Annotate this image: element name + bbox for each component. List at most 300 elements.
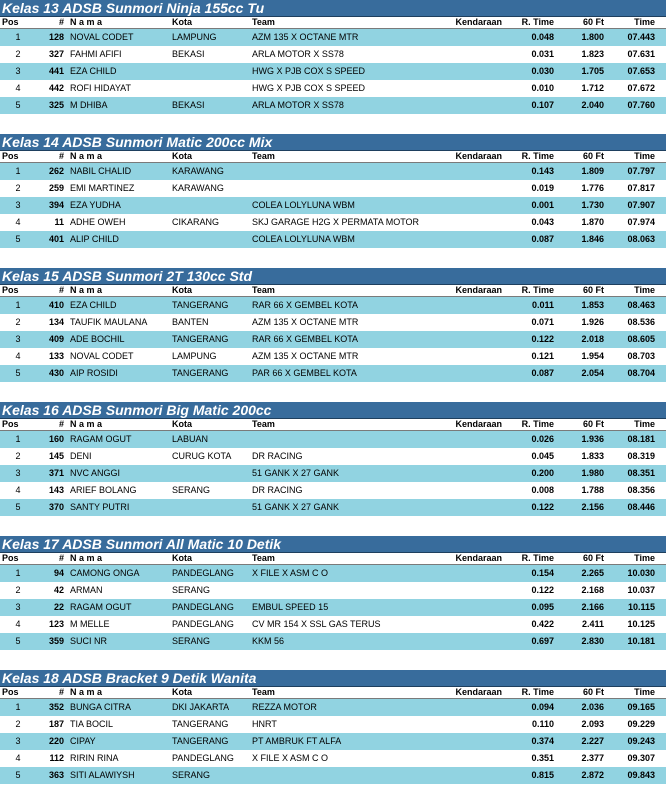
table-row bbox=[0, 499, 666, 516]
header-num: # bbox=[58, 687, 64, 697]
cell-time: 08.063 bbox=[627, 234, 655, 244]
cell-num: 327 bbox=[48, 49, 64, 59]
cell-rtime: 0.095 bbox=[531, 602, 554, 612]
cell-rtime: 0.030 bbox=[531, 66, 554, 76]
cell-time: 08.536 bbox=[627, 317, 655, 327]
cell-pos: 5 bbox=[15, 234, 21, 244]
header-kendaraan: Kendaraan bbox=[455, 17, 502, 27]
cell-ft60: 1.954 bbox=[581, 351, 604, 361]
header-ft60: 60 Ft bbox=[582, 17, 604, 27]
header-rtime: R. Time bbox=[521, 151, 554, 161]
cell-pos: 4 bbox=[15, 619, 21, 629]
table-row bbox=[0, 365, 666, 382]
class-title: Kelas 17 ADSB Sunmori All Matic 10 Detik bbox=[0, 536, 666, 553]
cell-time: 08.356 bbox=[627, 485, 655, 495]
cell-num: 133 bbox=[48, 351, 64, 361]
cell-kota: BANTEN bbox=[172, 317, 209, 327]
cell-rtime: 0.026 bbox=[531, 434, 554, 444]
cell-rtime: 0.107 bbox=[531, 100, 554, 110]
cell-kota: SERANG bbox=[172, 636, 211, 646]
table-row bbox=[0, 214, 666, 231]
table-row bbox=[0, 482, 666, 499]
header-num: # bbox=[58, 553, 64, 563]
cell-nama: CAMONG ONGA bbox=[70, 568, 140, 578]
cell-num: 441 bbox=[48, 66, 64, 76]
cell-nama: RAGAM OGUT bbox=[70, 434, 132, 444]
cell-nama: DENI bbox=[70, 451, 92, 461]
header-kendaraan: Kendaraan bbox=[455, 687, 502, 697]
header-pos: Pos bbox=[2, 285, 19, 295]
table-row bbox=[0, 750, 666, 767]
cell-team: KKM 56 bbox=[252, 636, 285, 646]
cell-pos: 1 bbox=[15, 166, 21, 176]
cell-time: 09.307 bbox=[627, 753, 655, 763]
cell-num: 359 bbox=[48, 636, 64, 646]
cell-pos: 2 bbox=[15, 719, 21, 729]
cell-pos: 1 bbox=[15, 702, 21, 712]
cell-nama: EZA YUDHA bbox=[70, 200, 121, 210]
cell-team: EMBUL SPEED 15 bbox=[252, 602, 329, 612]
cell-time: 07.760 bbox=[627, 100, 655, 110]
header-time: Time bbox=[634, 17, 655, 27]
cell-ft60: 2.265 bbox=[581, 568, 604, 578]
cell-kota: LAMPUNG bbox=[172, 32, 217, 42]
table-row bbox=[0, 431, 666, 448]
header-num: # bbox=[58, 419, 64, 429]
header-time: Time bbox=[634, 419, 655, 429]
cell-nama: SUCI NR bbox=[70, 636, 108, 646]
cell-kota: PANDEGLANG bbox=[172, 568, 234, 578]
cell-ft60: 1.846 bbox=[581, 234, 604, 244]
cell-time: 09.229 bbox=[627, 719, 655, 729]
cell-num: 112 bbox=[49, 753, 64, 763]
cell-kota: LAMPUNG bbox=[172, 351, 217, 361]
cell-num: 363 bbox=[48, 770, 64, 780]
cell-ft60: 1.926 bbox=[581, 317, 604, 327]
cell-ft60: 1.853 bbox=[581, 300, 604, 310]
cell-kota: TANGERANG bbox=[172, 719, 229, 729]
header-kendaraan: Kendaraan bbox=[455, 553, 502, 563]
header-nama: N a m a bbox=[70, 285, 103, 295]
cell-team: SKJ GARAGE H2G X PERMATA MOTOR bbox=[252, 217, 420, 227]
header-num: # bbox=[58, 285, 64, 295]
cell-num: 22 bbox=[53, 602, 64, 612]
header-nama: N a m a bbox=[70, 687, 103, 697]
cell-nama: TAUFIK MAULANA bbox=[70, 317, 148, 327]
table-row bbox=[0, 331, 666, 348]
cell-ft60: 1.809 bbox=[581, 166, 604, 176]
cell-time: 08.703 bbox=[627, 351, 655, 361]
cell-pos: 2 bbox=[15, 183, 21, 193]
header-nama: N a m a bbox=[70, 17, 103, 27]
cell-num: 94 bbox=[53, 568, 64, 578]
cell-nama: RIRIN RINA bbox=[70, 753, 119, 763]
cell-ft60: 2.411 bbox=[581, 619, 604, 629]
cell-nama: SANTY PUTRI bbox=[70, 502, 130, 512]
cell-kota: PANDEGLANG bbox=[172, 619, 234, 629]
cell-num: 123 bbox=[48, 619, 64, 629]
cell-nama: RAGAM OGUT bbox=[70, 602, 132, 612]
cell-ft60: 1.800 bbox=[581, 32, 604, 42]
cell-team: COLEA LOLYLUNA WBM bbox=[252, 234, 355, 244]
cell-num: 220 bbox=[48, 736, 64, 746]
cell-ft60: 2.018 bbox=[581, 334, 604, 344]
cell-pos: 2 bbox=[15, 317, 21, 327]
cell-rtime: 0.008 bbox=[531, 485, 554, 495]
table-row bbox=[0, 297, 666, 314]
header-ft60: 60 Ft bbox=[582, 151, 604, 161]
cell-team: AZM 135 X OCTANE MTR bbox=[252, 317, 359, 327]
class-section bbox=[0, 0, 666, 114]
cell-pos: 3 bbox=[15, 334, 21, 344]
header-ft60: 60 Ft bbox=[582, 285, 604, 295]
cell-kota: LABUAN bbox=[172, 434, 209, 444]
cell-team: RAR 66 X GEMBEL KOTA bbox=[252, 334, 359, 344]
cell-team: DR RACING bbox=[252, 485, 303, 495]
cell-time: 10.115 bbox=[627, 602, 655, 612]
cell-nama: M DHIBA bbox=[70, 100, 108, 110]
cell-time: 08.319 bbox=[627, 451, 655, 461]
cell-time: 07.443 bbox=[627, 32, 655, 42]
cell-pos: 1 bbox=[15, 568, 21, 578]
header-num: # bbox=[58, 151, 64, 161]
class-section bbox=[0, 268, 666, 382]
cell-rtime: 0.048 bbox=[531, 32, 554, 42]
header-rtime: R. Time bbox=[521, 553, 554, 563]
class-section bbox=[0, 402, 666, 516]
column-header-row bbox=[0, 17, 666, 29]
header-kendaraan: Kendaraan bbox=[455, 285, 502, 295]
table-row bbox=[0, 616, 666, 633]
cell-time: 10.181 bbox=[627, 636, 655, 646]
cell-num: 145 bbox=[48, 451, 64, 461]
cell-rtime: 0.122 bbox=[531, 585, 554, 595]
cell-time: 10.125 bbox=[627, 619, 655, 629]
cell-pos: 3 bbox=[15, 736, 21, 746]
cell-time: 08.181 bbox=[627, 434, 655, 444]
cell-nama: M MELLE bbox=[70, 619, 110, 629]
table-row bbox=[0, 348, 666, 365]
table-row bbox=[0, 599, 666, 616]
cell-pos: 3 bbox=[15, 200, 21, 210]
table-row bbox=[0, 46, 666, 63]
header-ft60: 60 Ft bbox=[582, 553, 604, 563]
cell-rtime: 0.011 bbox=[531, 300, 554, 310]
cell-nama: EMI MARTINEZ bbox=[70, 183, 135, 193]
cell-rtime: 0.374 bbox=[531, 736, 554, 746]
cell-ft60: 1.980 bbox=[581, 468, 604, 478]
table-row bbox=[0, 314, 666, 331]
cell-time: 07.672 bbox=[627, 83, 655, 93]
cell-time: 08.351 bbox=[627, 468, 655, 478]
table-row bbox=[0, 231, 666, 248]
cell-rtime: 0.697 bbox=[531, 636, 554, 646]
cell-kota: PANDEGLANG bbox=[172, 753, 234, 763]
cell-kota: PANDEGLANG bbox=[172, 602, 234, 612]
header-team: Team bbox=[252, 285, 275, 295]
cell-time: 08.446 bbox=[627, 502, 655, 512]
cell-num: 262 bbox=[48, 166, 64, 176]
cell-rtime: 0.001 bbox=[531, 200, 554, 210]
cell-ft60: 1.776 bbox=[581, 183, 604, 193]
cell-pos: 4 bbox=[15, 217, 21, 227]
cell-nama: CIPAY bbox=[70, 736, 96, 746]
cell-time: 07.817 bbox=[627, 183, 655, 193]
cell-team: 51 GANK X 27 GANK bbox=[252, 468, 340, 478]
cell-ft60: 1.730 bbox=[581, 200, 604, 210]
cell-rtime: 0.094 bbox=[531, 702, 554, 712]
cell-team: HNRT bbox=[252, 719, 277, 729]
cell-nama: EZA CHILD bbox=[70, 66, 117, 76]
header-kota: Kota bbox=[172, 687, 192, 697]
table-row bbox=[0, 565, 666, 582]
cell-num: 128 bbox=[48, 32, 64, 42]
table-row bbox=[0, 716, 666, 733]
cell-ft60: 2.166 bbox=[581, 602, 604, 612]
cell-kota: KARAWANG bbox=[172, 166, 224, 176]
column-header-row bbox=[0, 687, 666, 699]
cell-team: X FILE X ASM C O bbox=[252, 568, 329, 578]
header-team: Team bbox=[252, 553, 275, 563]
cell-ft60: 1.870 bbox=[581, 217, 604, 227]
cell-nama: ARIEF BOLANG bbox=[70, 485, 137, 495]
cell-nama: SITI ALAWIYSH bbox=[70, 770, 135, 780]
cell-pos: 4 bbox=[15, 351, 21, 361]
cell-nama: NABIL CHALID bbox=[70, 166, 132, 176]
cell-rtime: 0.087 bbox=[531, 368, 554, 378]
cell-pos: 1 bbox=[15, 434, 21, 444]
cell-time: 09.243 bbox=[627, 736, 655, 746]
header-pos: Pos bbox=[2, 151, 19, 161]
header-kota: Kota bbox=[172, 285, 192, 295]
column-header-row bbox=[0, 151, 666, 163]
cell-num: 401 bbox=[48, 234, 64, 244]
cell-time: 08.605 bbox=[627, 334, 655, 344]
cell-pos: 2 bbox=[15, 49, 21, 59]
column-header-row bbox=[0, 285, 666, 297]
header-ft60: 60 Ft bbox=[582, 419, 604, 429]
cell-kota: DKI JAKARTA bbox=[172, 702, 230, 712]
cell-team: AZM 135 X OCTANE MTR bbox=[252, 351, 359, 361]
header-kota: Kota bbox=[172, 419, 192, 429]
header-pos: Pos bbox=[2, 687, 19, 697]
cell-nama: TIA BOCIL bbox=[70, 719, 114, 729]
class-title: Kelas 13 ADSB Sunmori Ninja 155cc Tu bbox=[0, 0, 666, 17]
table-row bbox=[0, 733, 666, 750]
cell-team: HWG X PJB COX S SPEED bbox=[252, 83, 366, 93]
cell-num: 371 bbox=[48, 468, 64, 478]
cell-ft60: 2.872 bbox=[581, 770, 604, 780]
header-kendaraan: Kendaraan bbox=[455, 419, 502, 429]
cell-ft60: 2.093 bbox=[581, 719, 604, 729]
table-row bbox=[0, 180, 666, 197]
table-row bbox=[0, 448, 666, 465]
cell-num: 442 bbox=[48, 83, 64, 93]
cell-pos: 3 bbox=[15, 602, 21, 612]
cell-rtime: 0.087 bbox=[531, 234, 554, 244]
cell-kota: SERANG bbox=[172, 585, 211, 595]
cell-time: 10.037 bbox=[627, 585, 655, 595]
cell-pos: 4 bbox=[15, 485, 21, 495]
cell-rtime: 0.422 bbox=[531, 619, 554, 629]
cell-nama: ADHE OWEH bbox=[70, 217, 126, 227]
cell-num: 134 bbox=[48, 317, 64, 327]
cell-team: PAR 66 X GEMBEL KOTA bbox=[252, 368, 357, 378]
header-pos: Pos bbox=[2, 17, 19, 27]
cell-num: 42 bbox=[53, 585, 64, 595]
class-section bbox=[0, 536, 666, 650]
class-section bbox=[0, 670, 666, 784]
table-row bbox=[0, 465, 666, 482]
table-row bbox=[0, 97, 666, 114]
cell-ft60: 2.830 bbox=[581, 636, 604, 646]
header-time: Time bbox=[634, 553, 655, 563]
cell-ft60: 2.036 bbox=[581, 702, 604, 712]
cell-pos: 3 bbox=[15, 468, 21, 478]
cell-team: AZM 135 X OCTANE MTR bbox=[252, 32, 359, 42]
cell-time: 07.631 bbox=[627, 49, 655, 59]
table-row bbox=[0, 29, 666, 46]
cell-time: 07.653 bbox=[627, 66, 655, 76]
table-row bbox=[0, 633, 666, 650]
cell-rtime: 0.815 bbox=[531, 770, 554, 780]
cell-kota: SERANG bbox=[172, 770, 211, 780]
cell-nama: BUNGA CITRA bbox=[70, 702, 132, 712]
cell-ft60: 1.833 bbox=[581, 451, 604, 461]
header-kendaraan: Kendaraan bbox=[455, 151, 502, 161]
cell-num: 11 bbox=[54, 217, 64, 227]
cell-time: 09.843 bbox=[627, 770, 655, 780]
cell-rtime: 0.154 bbox=[531, 568, 554, 578]
header-team: Team bbox=[252, 151, 275, 161]
class-title: Kelas 16 ADSB Sunmori Big Matic 200cc bbox=[0, 402, 666, 419]
cell-team: PT AMBRUK FT ALFA bbox=[252, 736, 342, 746]
cell-rtime: 0.122 bbox=[531, 334, 554, 344]
table-row bbox=[0, 63, 666, 80]
cell-team: COLEA LOLYLUNA WBM bbox=[252, 200, 355, 210]
cell-team: CV MR 154 X SSL GAS TERUS bbox=[252, 619, 381, 629]
cell-team: REZZA MOTOR bbox=[252, 702, 317, 712]
cell-ft60: 1.788 bbox=[581, 485, 604, 495]
cell-rtime: 0.019 bbox=[531, 183, 554, 193]
cell-ft60: 2.377 bbox=[581, 753, 604, 763]
header-rtime: R. Time bbox=[521, 687, 554, 697]
cell-num: 430 bbox=[48, 368, 64, 378]
cell-time: 07.797 bbox=[627, 166, 655, 176]
header-num: # bbox=[58, 17, 64, 27]
cell-team: HWG X PJB COX S SPEED bbox=[252, 66, 366, 76]
cell-pos: 5 bbox=[15, 100, 21, 110]
header-time: Time bbox=[634, 687, 655, 697]
cell-time: 08.463 bbox=[627, 300, 655, 310]
header-ft60: 60 Ft bbox=[582, 687, 604, 697]
cell-pos: 1 bbox=[15, 32, 21, 42]
cell-pos: 2 bbox=[15, 451, 21, 461]
cell-num: 160 bbox=[48, 434, 64, 444]
cell-num: 325 bbox=[48, 100, 64, 110]
cell-team: 51 GANK X 27 GANK bbox=[252, 502, 340, 512]
cell-rtime: 0.122 bbox=[531, 502, 554, 512]
cell-time: 10.030 bbox=[627, 568, 655, 578]
cell-num: 352 bbox=[48, 702, 64, 712]
cell-time: 07.974 bbox=[627, 217, 655, 227]
header-kota: Kota bbox=[172, 17, 192, 27]
header-team: Team bbox=[252, 687, 275, 697]
class-section bbox=[0, 134, 666, 248]
table-row bbox=[0, 197, 666, 214]
cell-ft60: 2.168 bbox=[581, 585, 604, 595]
cell-rtime: 0.110 bbox=[531, 719, 554, 729]
cell-ft60: 1.712 bbox=[581, 83, 604, 93]
cell-rtime: 0.010 bbox=[531, 83, 554, 93]
header-kota: Kota bbox=[172, 151, 192, 161]
cell-pos: 2 bbox=[15, 585, 21, 595]
cell-num: 394 bbox=[48, 200, 64, 210]
cell-time: 09.165 bbox=[627, 702, 655, 712]
cell-nama: FAHMI AFIFI bbox=[70, 49, 122, 59]
table-row bbox=[0, 80, 666, 97]
cell-rtime: 0.351 bbox=[531, 753, 554, 763]
cell-ft60: 1.705 bbox=[581, 66, 604, 76]
cell-nama: NOVAL CODET bbox=[70, 351, 134, 361]
cell-pos: 5 bbox=[15, 502, 21, 512]
cell-team: X FILE X ASM C O bbox=[252, 753, 329, 763]
cell-kota: TANGERANG bbox=[172, 334, 229, 344]
header-rtime: R. Time bbox=[521, 419, 554, 429]
header-rtime: R. Time bbox=[521, 17, 554, 27]
cell-rtime: 0.045 bbox=[531, 451, 554, 461]
cell-pos: 5 bbox=[15, 636, 21, 646]
cell-kota: SERANG bbox=[172, 485, 211, 495]
cell-time: 07.907 bbox=[627, 200, 655, 210]
cell-time: 08.704 bbox=[627, 368, 655, 378]
header-pos: Pos bbox=[2, 553, 19, 563]
class-title: Kelas 18 ADSB Bracket 9 Detik Wanita bbox=[0, 670, 666, 687]
cell-rtime: 0.200 bbox=[531, 468, 554, 478]
cell-kota: TANGERANG bbox=[172, 368, 229, 378]
header-nama: N a m a bbox=[70, 553, 103, 563]
cell-pos: 5 bbox=[15, 368, 21, 378]
cell-num: 143 bbox=[48, 485, 64, 495]
class-title: Kelas 15 ADSB Sunmori 2T 130cc Std bbox=[0, 268, 666, 285]
cell-nama: ROFI HIDAYAT bbox=[70, 83, 132, 93]
cell-kota: CIKARANG bbox=[172, 217, 220, 227]
cell-kota: BEKASI bbox=[172, 49, 205, 59]
cell-nama: ADE BOCHIL bbox=[70, 334, 125, 344]
cell-nama: ARMAN bbox=[70, 585, 103, 595]
table-row bbox=[0, 582, 666, 599]
cell-kota: TANGERANG bbox=[172, 300, 229, 310]
cell-pos: 4 bbox=[15, 83, 21, 93]
table-row bbox=[0, 699, 666, 716]
cell-kota: BEKASI bbox=[172, 100, 205, 110]
cell-nama: ALIP CHILD bbox=[70, 234, 119, 244]
header-rtime: R. Time bbox=[521, 285, 554, 295]
cell-num: 370 bbox=[48, 502, 64, 512]
header-nama: N a m a bbox=[70, 151, 103, 161]
cell-ft60: 2.040 bbox=[581, 100, 604, 110]
header-time: Time bbox=[634, 285, 655, 295]
cell-num: 259 bbox=[48, 183, 64, 193]
cell-team: ARLA MOTOR X SS78 bbox=[252, 100, 344, 110]
cell-kota: TANGERANG bbox=[172, 736, 229, 746]
cell-nama: NOVAL CODET bbox=[70, 32, 134, 42]
header-team: Team bbox=[252, 17, 275, 27]
cell-team: ARLA MOTOR X SS78 bbox=[252, 49, 344, 59]
header-kota: Kota bbox=[172, 553, 192, 563]
cell-pos: 5 bbox=[15, 770, 21, 780]
cell-team: DR RACING bbox=[252, 451, 303, 461]
